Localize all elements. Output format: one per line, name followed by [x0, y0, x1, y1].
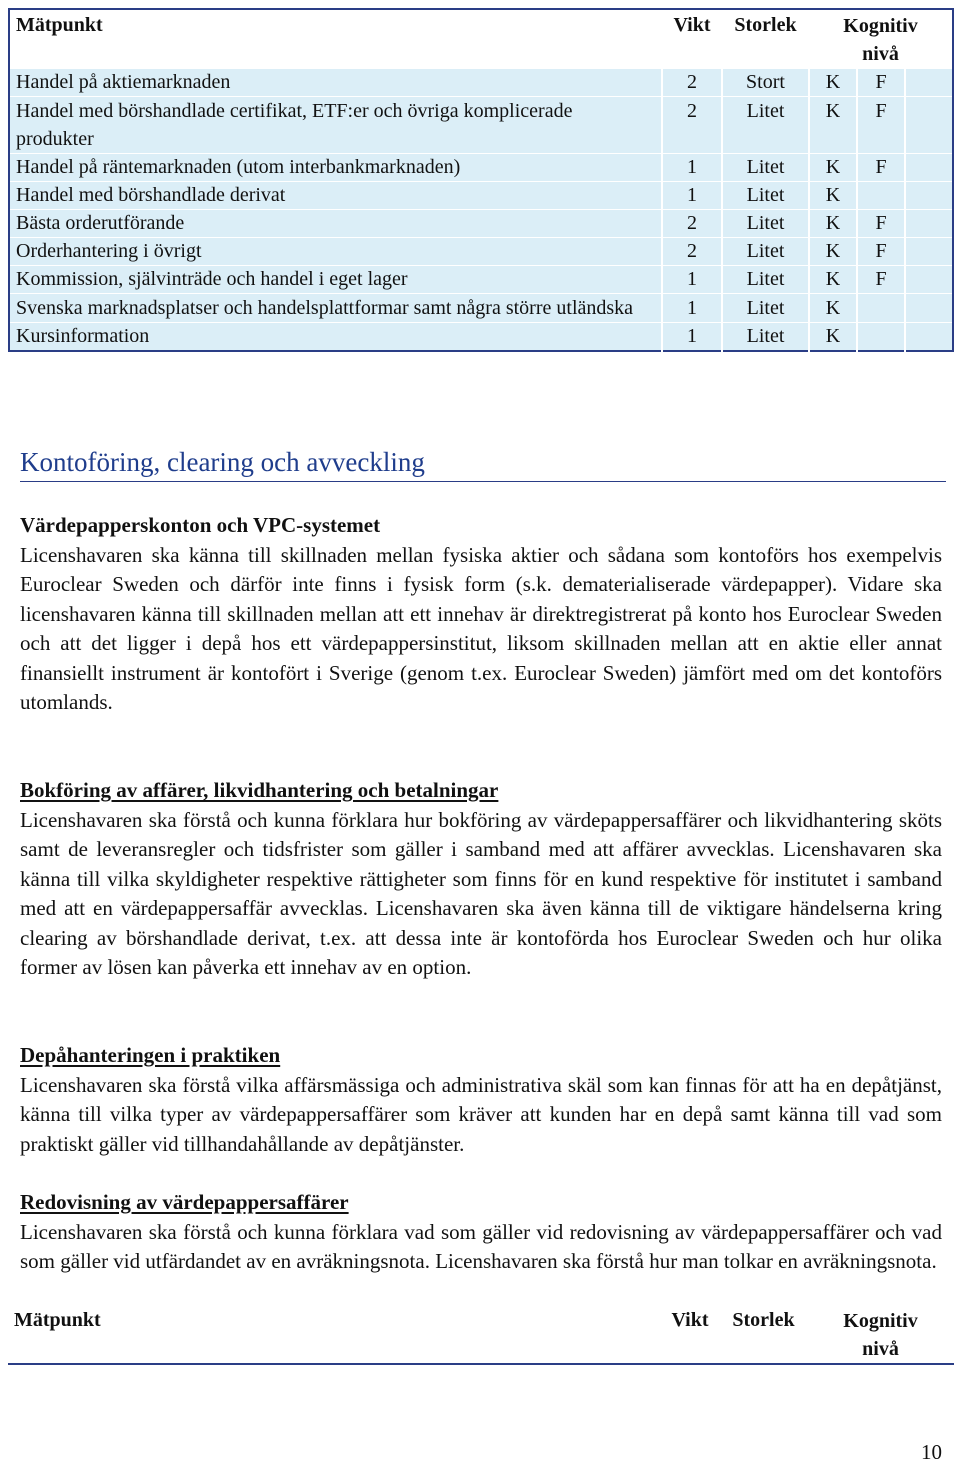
table-row [9, 294, 953, 323]
row-name: Handel på aktiemarknaden [9, 69, 662, 97]
paragraph-vpc: Licenshavaren ska känna till skillnaden mellan fysiska aktier och sådana som kontoförs hos exempelvis Euroclear Sweden och därför inte finns i fysisk form (s.k. dematerialiserade värdepapper). Vidare ska licenshavaren känna till skillnaden mellan att ett innehav är direktregistrerat på konto hos Euroclear Sweden och att det ligger i depå hos ett värdepappersinstitut, liksom skillnaden mellan att en aktie eller annat finansiellt instrument är kontofört i Sverige (genom t.ex. Euroclear Sweden) jämfört med om det kontoförs utomlands. [20, 542, 942, 714]
row-empty [905, 210, 953, 238]
row-k: K [809, 294, 857, 323]
row-vikt: 2 [662, 210, 722, 238]
row-k: K [809, 97, 857, 154]
header-niva: nivå [862, 1338, 899, 1360]
measurement-table [8, 8, 954, 352]
heading-depahantering: Depåhanteringen i praktiken [20, 1043, 281, 1067]
row-f: F [857, 238, 905, 266]
row-f: F [857, 69, 905, 97]
table-row [9, 323, 953, 352]
paragraph-depahantering: Licenshavaren ska förstå vilka affärsmässiga och administrativa skäl som kan finnas för att ha en depåtjänst, känna till vilka typer av värdepappersaffärer som kräver att kunden har en depå samt känna till vad som praktiskt gäller vid tillhandahållande av depåtjänster. [20, 1072, 942, 1156]
paragraph-bokforing: Licenshavaren ska förstå och kunna förklara hur bokföring av värdepappersaffärer och likvidhantering sköts samt de leveransregler och tidsfrister som gäller i samband med att affärer avvecklas. Licenshavaren ska känna till vilka skyldigheter respektive rättigheter som finns för en kund respektive för institutet i samband med att en värdepappersaffär avvecklas. Licenshavaren ska även känna till de viktigare händelserna kring clearing av börshandlade derivat, t.ex. att dessa inte är kontoförda hos Euroclear Sweden och hur olika former av lösen kan påverka ett innehav av en option. [20, 807, 942, 979]
row-vikt: 2 [662, 69, 722, 97]
row-vikt: 2 [662, 238, 722, 266]
header-kognitiv: Kognitiv [843, 15, 918, 37]
table-row [9, 69, 953, 97]
header-vikt: Vikt [671, 1309, 709, 1331]
section-redovisning [20, 1188, 942, 1277]
header-kognitiv-niva [809, 9, 953, 69]
row-k: K [809, 210, 857, 238]
row-f: F [857, 210, 905, 238]
row-storlek: Litet [722, 323, 809, 352]
row-vikt: 1 [662, 323, 722, 352]
row-vikt: 1 [662, 294, 722, 323]
row-storlek: Litet [722, 210, 809, 238]
row-storlek: Stort [722, 69, 809, 97]
row-k: K [809, 238, 857, 266]
row-empty [905, 69, 953, 97]
table-row [9, 210, 953, 238]
section-bokforing [20, 776, 942, 983]
measurement-table-continued [8, 1307, 954, 1365]
header-matpunkt: Mätpunkt [9, 9, 662, 69]
row-f: F [857, 97, 905, 154]
header-kognitiv: Kognitiv [843, 1310, 918, 1332]
row-k: K [809, 69, 857, 97]
table-row [9, 238, 953, 266]
row-name: Orderhantering i övrigt [9, 238, 662, 266]
row-storlek: Litet [722, 154, 809, 182]
row-empty [905, 266, 953, 294]
row-storlek: Litet [722, 266, 809, 294]
table-row [9, 154, 953, 182]
header-vikt: Vikt [662, 9, 722, 69]
page-number: 10 [921, 1440, 942, 1464]
header-matpunkt: Mätpunkt [14, 1309, 101, 1331]
row-name: Kommission, självinträde och handel i eget lager [9, 266, 662, 294]
heading-vpc: Värdepapperskonton och VPC-systemet [20, 513, 381, 537]
row-name: Bästa orderutförande [9, 210, 662, 238]
section-title: Kontoföring, clearing och avveckling [20, 444, 946, 482]
row-empty [905, 97, 953, 154]
row-f [857, 182, 905, 210]
row-storlek: Litet [722, 238, 809, 266]
section-depahantering [20, 1041, 942, 1159]
row-k: K [809, 182, 857, 210]
row-k: K [809, 323, 857, 352]
paragraph-redovisning: Licenshavaren ska förstå och kunna förklara vad som gäller vid redovisning av värdepappersaffärer och vad som gäller vid utfärdandet av en avräkningsnota. Licenshavaren ska förstå hur man tolkar en avräkningsnota. [20, 1219, 942, 1273]
heading-bokforing: Bokföring av affärer, likvidhantering och betalningar [20, 778, 499, 802]
row-k: K [809, 154, 857, 182]
section-vpc [20, 511, 942, 718]
heading-redovisning: Redovisning av värdepappersaffärer [20, 1190, 349, 1214]
header-storlek: Storlek [732, 1309, 795, 1331]
row-f: F [857, 154, 905, 182]
row-storlek: Litet [722, 182, 809, 210]
header-niva: nivå [862, 43, 899, 65]
header-kognitiv-niva [807, 1307, 954, 1364]
row-name: Svenska marknadsplatser och handelsplattformar samt några större utländska [9, 294, 662, 323]
table-header-row [9, 9, 953, 69]
row-empty [905, 154, 953, 182]
table-row [9, 97, 953, 154]
row-storlek: Litet [722, 97, 809, 154]
row-name: Kursinformation [9, 323, 662, 352]
row-name: Handel på räntemarknaden (utom interbankmarknaden) [9, 154, 662, 182]
table-row [9, 266, 953, 294]
row-vikt: 2 [662, 97, 722, 154]
row-k: K [809, 266, 857, 294]
row-empty [905, 238, 953, 266]
header-storlek: Storlek [722, 9, 809, 69]
table-row [9, 182, 953, 210]
table-header-row [8, 1307, 954, 1364]
row-empty [905, 294, 953, 323]
row-f: F [857, 266, 905, 294]
row-vikt: 1 [662, 266, 722, 294]
row-f [857, 323, 905, 352]
row-vikt: 1 [662, 182, 722, 210]
row-name: Handel med börshandlade certifikat, ETF:er och övriga komplicerade produkter [9, 97, 662, 154]
row-vikt: 1 [662, 154, 722, 182]
row-empty [905, 182, 953, 210]
row-storlek: Litet [722, 294, 809, 323]
row-name: Handel med börshandlade derivat [9, 182, 662, 210]
row-f [857, 294, 905, 323]
row-empty [905, 323, 953, 352]
